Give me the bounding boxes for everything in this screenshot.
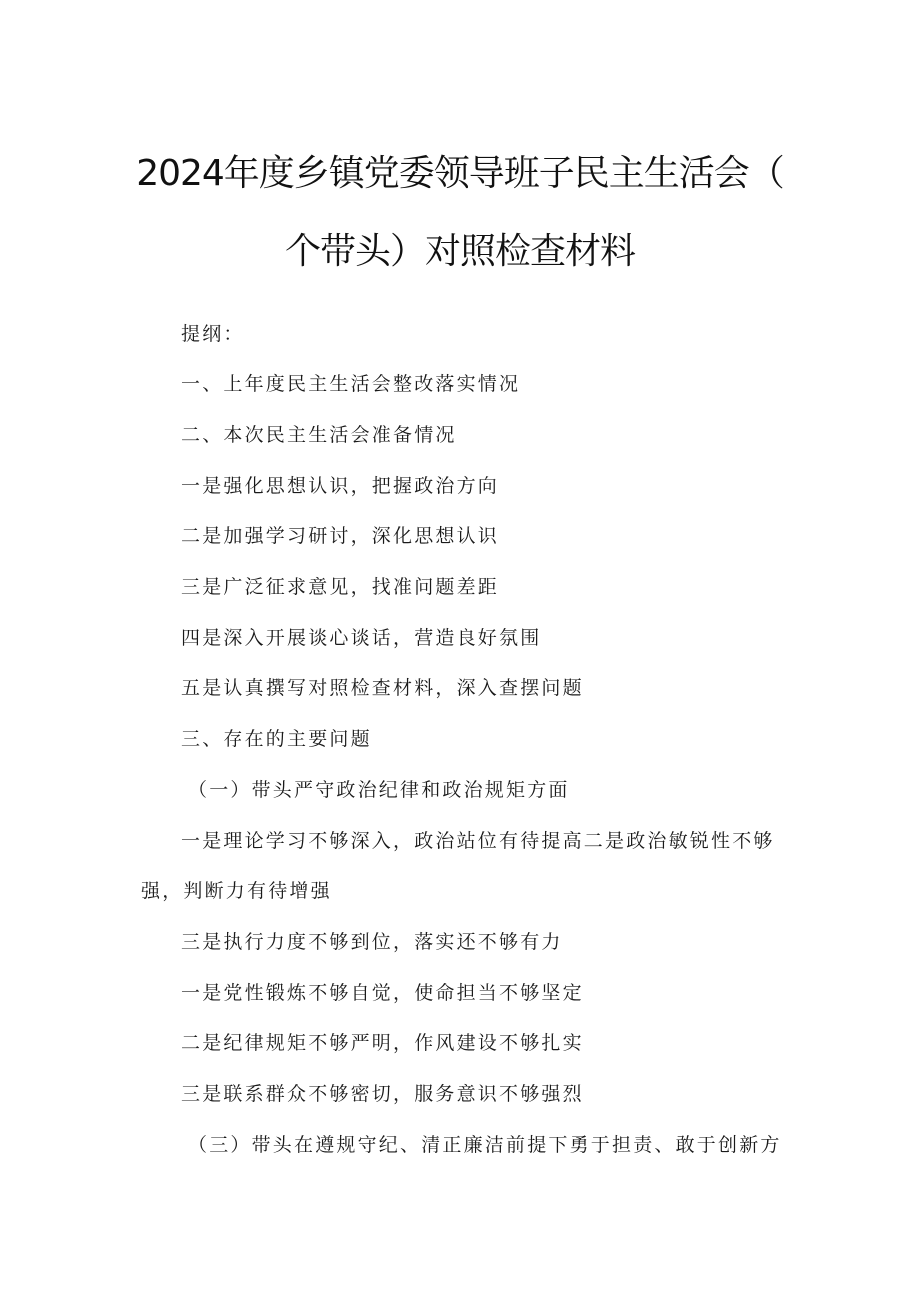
document-title-line-1: 2024年度乡镇党委领导班子民主生活会（ bbox=[136, 153, 784, 194]
paragraph-line: 一是理论学习不够深入，政治站位有待提高二是政治敏锐性不够 bbox=[181, 830, 775, 852]
paragraph-line-continued: 强，判断力有待增强 bbox=[141, 880, 332, 902]
subsection-heading-1: （一）带头严守政治纪律和政治规矩方面 bbox=[188, 779, 570, 801]
subsection-heading-3: （三）带头在遵规守纪、清正廉洁前提下勇于担责、敢于创新方 bbox=[188, 1134, 782, 1156]
paragraph-line: 五是认真撰写对照检查材料，深入查摆问题 bbox=[181, 677, 584, 699]
document-title-line-2: 个带头）对照检查材料 bbox=[284, 231, 635, 272]
paragraph-line: 二是加强学习研讨，深化思想认识 bbox=[181, 525, 500, 547]
paragraph-line: 三是联系群众不够密切，服务意识不够强烈 bbox=[181, 1083, 584, 1105]
paragraph-line: 一是强化思想认识，把握政治方向 bbox=[181, 475, 500, 497]
section-heading-3: 三、存在的主要问题 bbox=[181, 728, 372, 750]
paragraph-line: 四是深入开展谈心谈话，营造良好氛围 bbox=[181, 627, 542, 649]
paragraph-line: 三是广泛征求意见，找准问题差距 bbox=[181, 576, 500, 598]
section-heading-1: 一、上年度民主生活会整改落实情况 bbox=[181, 373, 521, 395]
paragraph-line: 一是党性锻炼不够自觉，使命担当不够坚定 bbox=[181, 982, 584, 1004]
paragraph-line: 二是纪律规矩不够严明，作风建设不够扎实 bbox=[181, 1032, 584, 1054]
outline-heading: 提纲： bbox=[181, 323, 245, 345]
paragraph-line: 三是执行力度不够到位，落实还不够有力 bbox=[181, 931, 563, 953]
section-heading-2: 二、本次民主生活会准备情况 bbox=[181, 424, 457, 446]
